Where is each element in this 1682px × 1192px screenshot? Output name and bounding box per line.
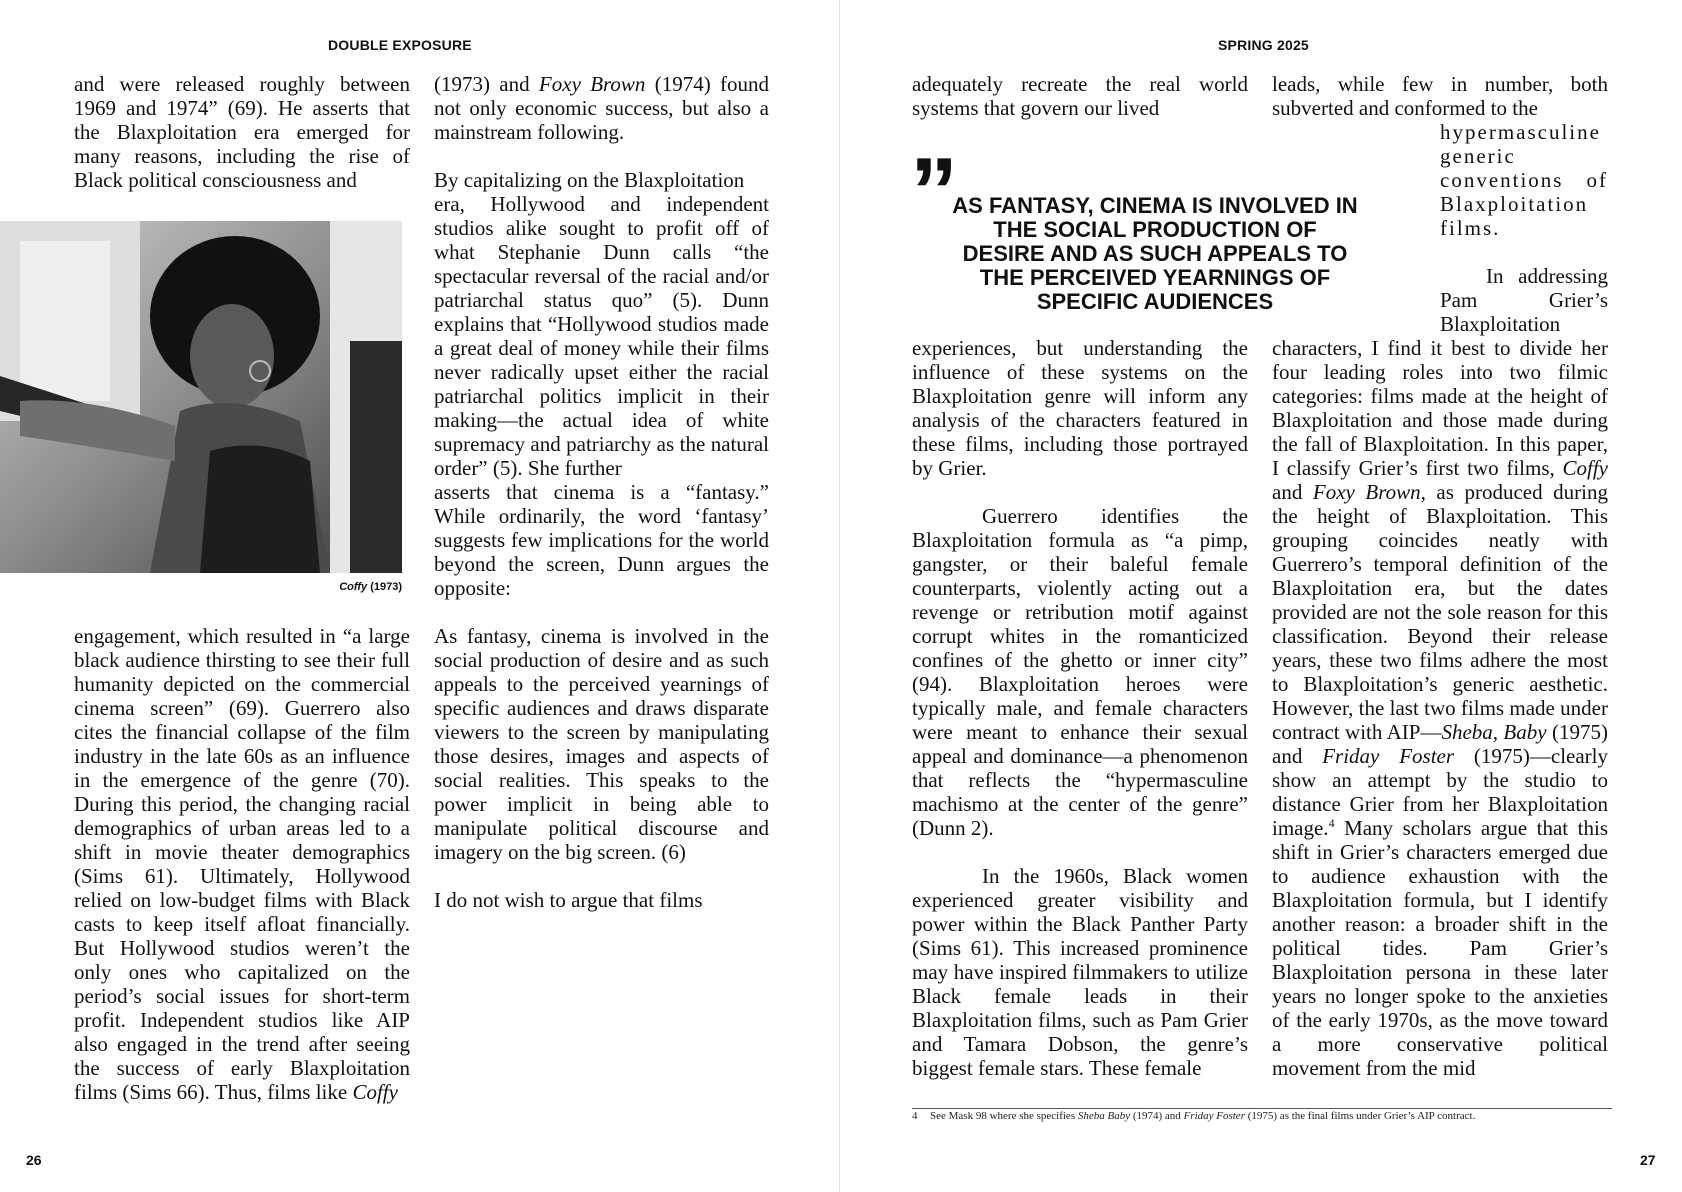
footnote-rule bbox=[912, 1108, 1612, 1109]
paragraph-lead: By capitalizing on the Blaxploitation bbox=[434, 168, 745, 192]
left-column-1-bottom bbox=[74, 624, 410, 1104]
left-column-1-top bbox=[74, 72, 410, 192]
paragraph-wrap-text: hypermasculine generic conventions of Blaxploitation films. bbox=[1440, 120, 1608, 240]
paragraph: Guerrero identifies the Blaxploitation formula as “a pimp, gangster, or their baleful female counterparts, violently acting out a revenge or retribution motif against corrupt whites in the romanticized confines of the ghetto or inner city” (94). Blaxploitation heroes were typically male, and female characters were meant to enhance their sexual appeal and dominance—a phenomenon that reflects the “hypermasculine machismo at the center of the genre” (Dunn 2). bbox=[912, 504, 1248, 840]
right-page bbox=[840, 0, 1682, 1192]
pull-quote-text: AS FANTASY, CINEMA IS INVOLVED IN THE SOCIAL PRODUCTION OF DESIRE AND AS SUCH APPEALS TO THE PERCEIVED YEARNINGS OF SPECIFIC AUDIENCES bbox=[952, 193, 1358, 314]
paragraph: engagement, which resulted in “a large black audience thirsting to see their full humanity depicted on the commercial cinema screen” (69). Guerrero also cites the financial collapse of the film industry in the late 60s as an influence in the emergence of the genre (70). During this period, the changing racial demographics of urban areas led to a shift in movie theater demographics (Sims 61). Ultimately, Hollywood relied on low-budget films with Black casts to keep itself afloat financially. But Hollywood studios weren’t the only ones who capitalized on the period’s social issues for short-term profit. Independent studios like AIP also engaged in the trend after seeing the success of early Blaxploitation films (Sims 66). Thus, films like Coffy bbox=[74, 624, 410, 1104]
paragraph: (1973) and Foxy Brown (1974) found not only economic success, but also a mainstream following. bbox=[434, 72, 770, 144]
block-quote: As fantasy, cinema is involved in the social production of desire and as such appeals to the perceived yearnings of specific audiences and draws disparate viewers to the screen by manipulating those desires, images and aspects of social realities. This speaks to the power implicit in being able to manipulate political discourse and imagery on the big screen. (6) bbox=[434, 624, 769, 864]
paragraph: experiences, but understanding the influence of these systems on the Blaxploitation genre will inform any analysis of the characters featured in these films, including those portrayed by Grier. bbox=[912, 336, 1248, 480]
left-page bbox=[0, 0, 840, 1192]
page-number-right: 27 bbox=[1640, 1152, 1656, 1168]
photo-caption: Coffy (1973) bbox=[339, 581, 402, 593]
paragraph-wrap-text: In addressing Pam Grier’s Blaxploitation bbox=[1440, 264, 1608, 336]
paragraph-continued: asserts that cinema is a “fantasy.” While ordinarily, the word ‘fantasy’ suggests few implications for the world beyond the screen, Dunn argues the opposite: bbox=[434, 480, 769, 600]
footnote-ref: 4 bbox=[1328, 816, 1335, 830]
paragraph-wrap-text: era, Hollywood and independent studios alike sought to profit off of what Stephanie Dunn calls “the spectacular reversal of the racial and/or patriarchal status quo” (5). Dunn explains that “Hollywood studios made a great deal of money while their films never radically upset either the racial patriarchal politics implicit in their making—the actual idea of white supremacy and patriarchy as the natural order” (5). She further bbox=[434, 192, 769, 480]
paragraph-lead: leads, while few in number, both subverted and conformed to the bbox=[1272, 72, 1608, 120]
paragraph: In the 1960s, Black women experienced greater visibility and power within the Black Panther Party (Sims 61). This increased prominence may have inspired filmmakers to utilize Black female leads in their Blaxploitation films, such as Pam Grier and Tamara Dobson, the genre’s biggest female stars. These female bbox=[912, 864, 1248, 1080]
paragraph: characters, I find it best to divide her four leading roles into two filmic categories: films made at the height of Blaxploitation and those made during the fall of Blaxploitation. In this paper, I classify Grier’s first two films, Coffy and Foxy Brown, as produced during the height of Blaxploitation. This grouping coincides neatly with Guerrero’s temporal definition of the Blaxploitation era, but the dates provided are not the sole reason for this classification. Beyond their release years, these two films adhere the most to Blaxploitation’s generic aesthetic. However, the last two films made under contract with AIP—Sheba, Baby (1975) and Friday Foster (1975)—clearly show an attempt by the studio to distance Grier from her Blaxploitation image.$^4$ Many scholars argue that this shift in Grier’s characters emerged due to audience exhaustion with the Blaxploitation formula, but I identify another reason: a broader shift in the political tides. Pam Grier’s Blaxploitation persona in these later years no longer spoke to the anxieties of the early 1970s, as the move toward a more conservative political movement from the mid bbox=[1272, 336, 1608, 1080]
running-header-left: DOUBLE EXPOSURE bbox=[328, 37, 472, 53]
right-column-1-top bbox=[912, 72, 1248, 120]
film-still-photo bbox=[0, 221, 402, 573]
running-header-right: SPRING 2025 bbox=[1218, 37, 1309, 53]
paragraph: adequately recreate the real world systems that govern our lived bbox=[912, 72, 1248, 120]
left-column-2 bbox=[434, 72, 769, 912]
paragraph: I do not wish to argue that films bbox=[434, 888, 703, 912]
right-column-2 bbox=[1272, 72, 1608, 1080]
footnote: 4 See Mask 98 where she specifies Sheba Baby (1974) and Friday Foster (1975) as the final films under Grier’s AIP contract. bbox=[912, 1110, 1476, 1122]
quote-mark-icon: ” bbox=[910, 138, 958, 245]
paragraph: and were released roughly between 1969 and 1974” (69). He asserts that the Blaxploitation era emerged for many reasons, including the rise of Black political consciousness and bbox=[74, 72, 410, 192]
page-number-left: 26 bbox=[26, 1152, 42, 1168]
right-column-1 bbox=[912, 336, 1248, 1080]
film-still-image bbox=[0, 221, 402, 573]
